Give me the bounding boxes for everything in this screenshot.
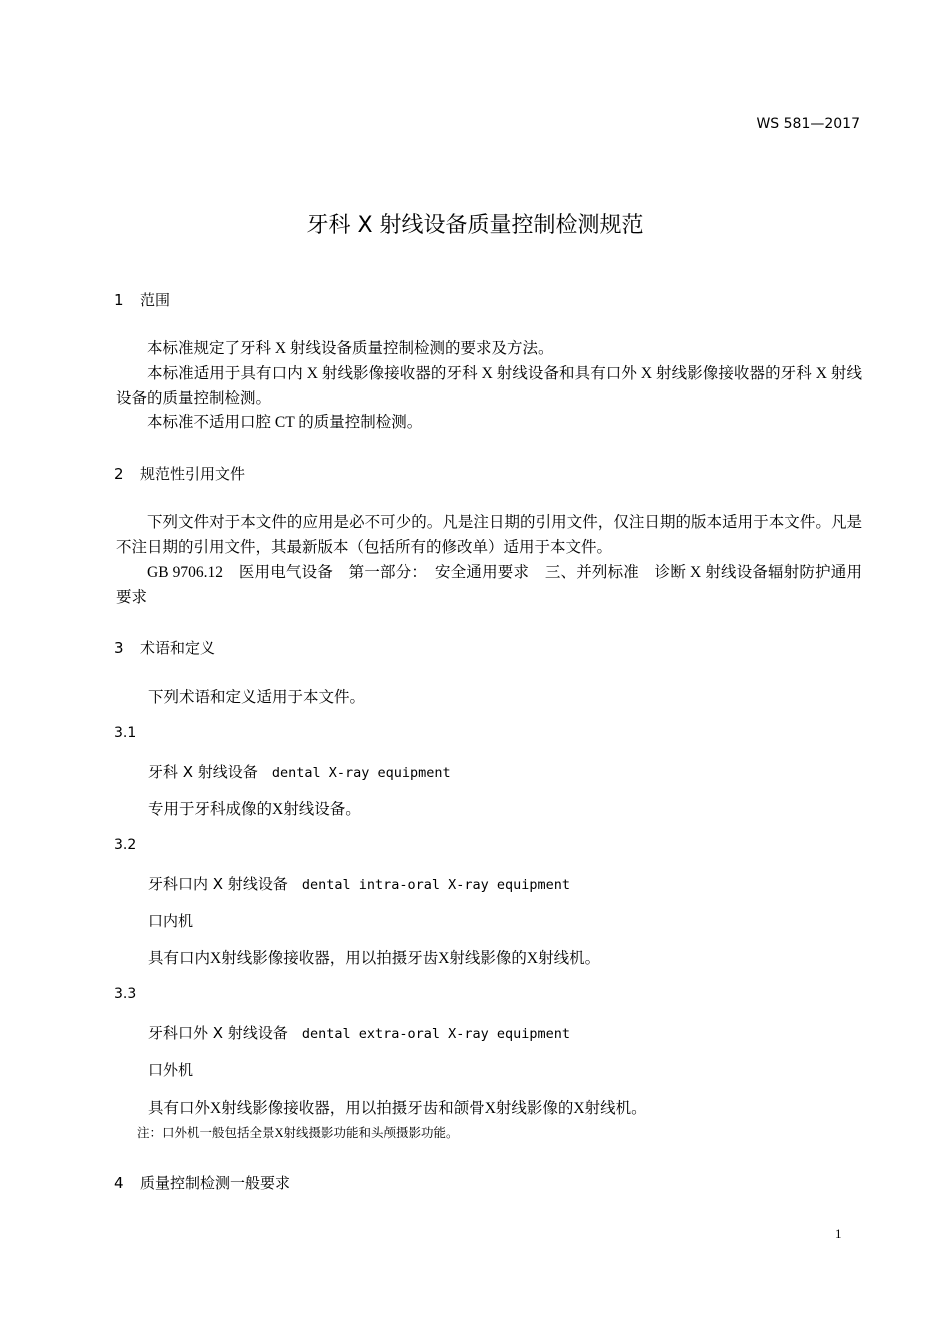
paragraph: 下列文件对于本文件的应用是必不可少的。凡是注日期的引用文件，仅注日期的版本适用于本文件。凡是不注日期的引用文件，其最新版本（包括所有的修改单）适用于本文件。 (116, 514, 862, 556)
section-number: 1 (114, 291, 124, 309)
section-title: 术语和定义 (140, 639, 216, 657)
paragraph: 本标准不适用口腔 CT 的质量控制检测。 (147, 414, 423, 431)
term-alias: 口外机 (148, 1061, 194, 1079)
page-number: 1 (835, 1226, 842, 1241)
term-zh: 牙科 X 射线设备 (148, 763, 258, 781)
clause-number: 3.1 (114, 725, 137, 741)
paragraph: GB 9706.12 医用电气设备 第一部分： 安全通用要求 三、并列标准 诊断 X 射线设备辐射防护通用要求 (116, 564, 862, 606)
term-en: dental intra-oral X-ray equipment (301, 877, 571, 893)
document-title: 牙科 X 射线设备质量控制检测规范 (306, 213, 644, 238)
term-alias: 口内机 (148, 912, 194, 930)
paragraph: 本标准规定了牙科 X 射线设备质量控制检测的要求及方法。 (147, 340, 554, 357)
standard-code: WS 581—2017 (756, 116, 860, 132)
section-title: 规范性引用文件 (140, 465, 246, 483)
section-title: 范围 (140, 291, 171, 309)
section-heading-references (114, 463, 245, 484)
term-en: dental X-ray equipment (271, 765, 451, 781)
term-entry (148, 761, 451, 782)
section-heading-general-requirements (114, 1172, 290, 1193)
term-entry (148, 1022, 570, 1043)
term-definition: 具有口内X射线影像接收器，用以拍摄牙齿X射线影像的X射线机。 (148, 950, 601, 967)
term-definition: 专用于牙科成像的X射线设备。 (148, 801, 361, 818)
term-definition: 具有口外X射线影像接收器，用以拍摄牙齿和颌骨X射线影像的X射线机。 (148, 1100, 647, 1117)
section-number: 4 (114, 1174, 124, 1192)
section-heading-scope (114, 289, 170, 310)
term-note: 注：口外机一般包括全景X射线摄影功能和头颅摄影功能。 (137, 1126, 459, 1140)
section-title: 质量控制检测一般要求 (140, 1174, 291, 1192)
term-zh: 牙科口内 X 射线设备 (148, 875, 288, 893)
term-zh: 牙科口外 X 射线设备 (148, 1024, 288, 1042)
paragraph: 本标准适用于具有口内 X 射线影像接收器的牙科 X 射线设备和具有口外 X 射线影像接收器的牙科 X 射线设备的质量控制检测。 (116, 365, 862, 407)
term-entry (148, 873, 570, 894)
section-number: 2 (114, 465, 124, 483)
clause-number: 3.2 (114, 837, 137, 853)
term-en: dental extra-oral X-ray equipment (301, 1026, 571, 1042)
section-number: 3 (114, 639, 124, 657)
section-heading-terms (114, 637, 215, 658)
paragraph: 下列术语和定义适用于本文件。 (148, 689, 366, 706)
clause-number: 3.3 (114, 986, 137, 1002)
